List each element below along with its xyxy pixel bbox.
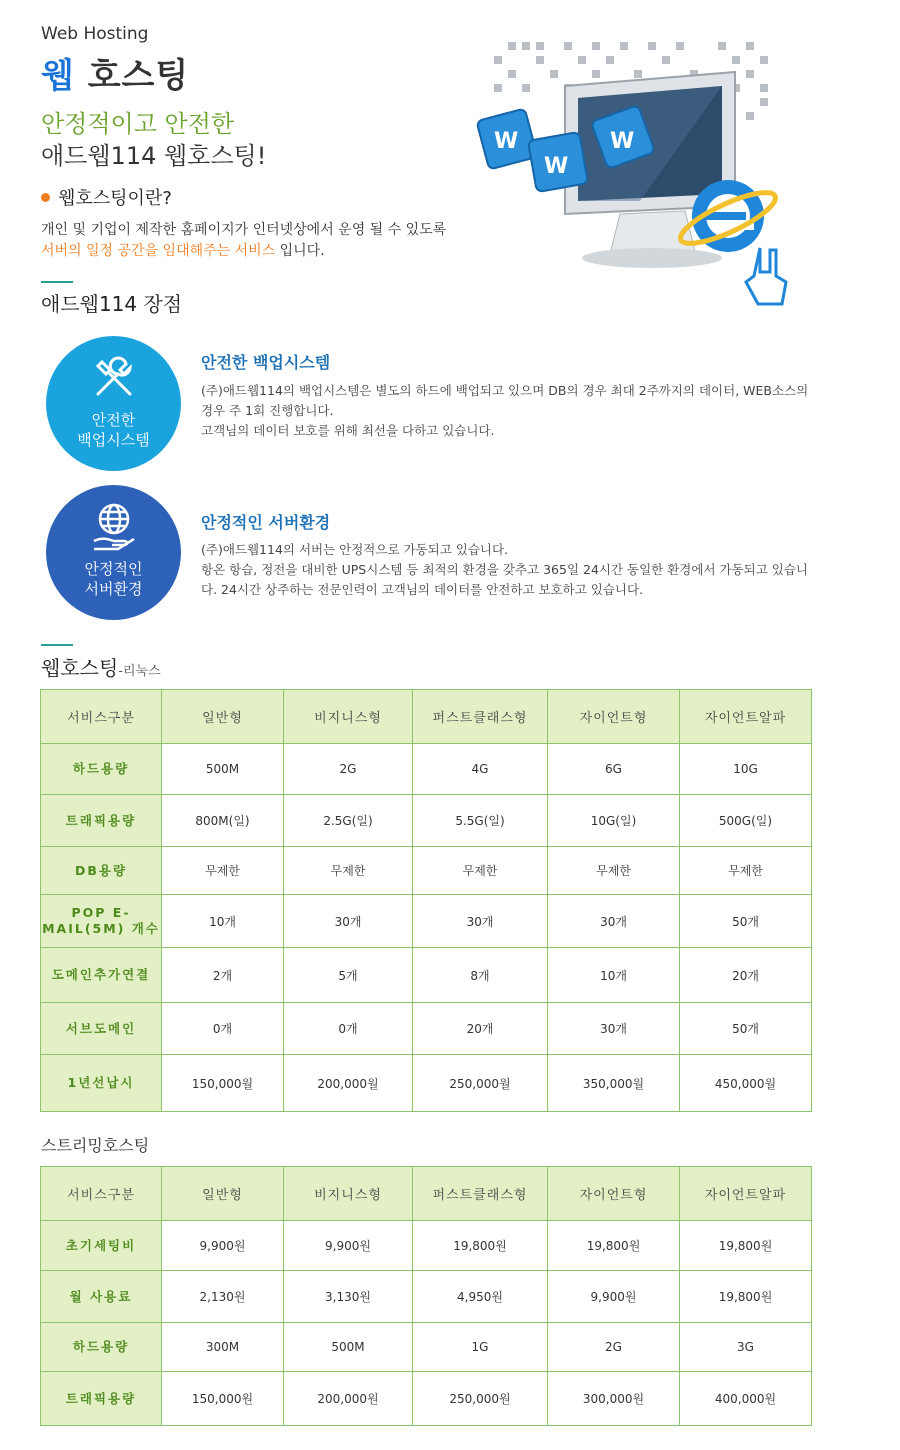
page-title-accent: 웹 xyxy=(41,56,75,96)
table-cell: 19,800원 xyxy=(680,1221,812,1271)
table-cell: 2개 xyxy=(162,948,284,1003)
server-feature-text xyxy=(201,540,813,600)
tagline-line1: 안정적이고 안전한 xyxy=(41,110,235,138)
definition-line1: 개인 및 기업이 제작한 홈페이지가 인터넷상에서 운영 될 수 있도록 xyxy=(41,222,447,238)
column-header: 비지니스형 xyxy=(284,690,413,744)
linux-hosting-table xyxy=(40,689,812,1112)
column-header: 자이언트형 xyxy=(548,1167,680,1221)
table-cell: 350,000월 xyxy=(548,1055,680,1112)
definition-line2-rest: 입니다. xyxy=(275,243,325,259)
column-header: 일반형 xyxy=(162,1167,284,1221)
row-label: 월 사용료 xyxy=(41,1271,162,1323)
row-label: 1년선납시 xyxy=(41,1055,162,1112)
server-feature-text-line: (주)애드웹114의 서버는 안정적으로 가동되고 있습니다. xyxy=(201,542,509,557)
table-cell: 200,000월 xyxy=(284,1055,413,1112)
backup-feature-text-line2: 고객님의 데이터 보호를 위해 최선을 다하고 있습니다. xyxy=(201,423,495,438)
table-cell: 10개 xyxy=(162,895,284,948)
svg-text:W: W xyxy=(494,129,519,154)
page-title-rest: 호스팅 xyxy=(87,56,190,96)
table-cell: 20개 xyxy=(413,1003,548,1055)
column-header: 서비스구분 xyxy=(41,690,162,744)
table-cell: 150,000원 xyxy=(162,1372,284,1426)
column-header: 비지니스형 xyxy=(284,1167,413,1221)
table-cell: 400,000원 xyxy=(680,1372,812,1426)
table-cell: 10개 xyxy=(548,948,680,1003)
table-cell: 500G(일) xyxy=(680,795,812,847)
page-title xyxy=(41,48,189,97)
table-cell: 300M xyxy=(162,1323,284,1372)
row-label: 도메인추가연결 xyxy=(41,948,162,1003)
svg-text:W: W xyxy=(544,154,569,179)
table-cell: 30개 xyxy=(284,895,413,948)
table-cell: 2G xyxy=(284,744,413,795)
column-header: 서비스구분 xyxy=(41,1167,162,1221)
table-cell: 20개 xyxy=(680,948,812,1003)
table-cell: 무제한 xyxy=(548,847,680,895)
table-cell: 800M(일) xyxy=(162,795,284,847)
table-cell: 0개 xyxy=(162,1003,284,1055)
streaming-hosting-table xyxy=(40,1166,812,1426)
page-subtitle-en: Web Hosting xyxy=(41,24,149,44)
table-cell: 9,900원 xyxy=(162,1221,284,1271)
table-cell: 3,130원 xyxy=(284,1271,413,1323)
table-cell: 19,800원 xyxy=(680,1271,812,1323)
backup-feature-text-line: (주)애드웹114의 백업시스템은 별도의 하드에 백업되고 있으며 DB의 경우 최대 2주까지의 데이터, WEB소스의 경우 주 1회 진행합니다. xyxy=(201,383,809,418)
table-row xyxy=(41,1055,812,1112)
linux-table-title xyxy=(41,652,161,681)
row-label: 하드용량 xyxy=(41,1323,162,1372)
table-header-row xyxy=(41,1167,812,1221)
backup-badge-line1: 안전한 xyxy=(91,411,136,429)
column-header: 자이언트알파 xyxy=(680,1167,812,1221)
table-row xyxy=(41,1372,812,1426)
table-cell: 19,800원 xyxy=(413,1221,548,1271)
table-cell: 250,000월 xyxy=(413,1055,548,1112)
column-header: 퍼스트클래스형 xyxy=(413,690,548,744)
tagline-line2: 애드웹114 웹호스팅! xyxy=(41,142,267,170)
definition-line2 xyxy=(41,240,325,260)
table-cell: 무제한 xyxy=(680,847,812,895)
definition-title xyxy=(41,184,172,210)
table-cell: 무제한 xyxy=(413,847,548,895)
table-row xyxy=(41,795,812,847)
table-cell: 8개 xyxy=(413,948,548,1003)
advantages-title: 애드웹114 장점 xyxy=(41,292,183,316)
definition-title-text: 웹호스팅이란? xyxy=(58,188,172,209)
table-cell: 10G xyxy=(680,744,812,795)
row-label: 하드용량 xyxy=(41,744,162,795)
streaming-table-title: 스트리밍호스팅 xyxy=(41,1136,150,1155)
backup-badge-line2: 백업시스템 xyxy=(77,431,150,449)
backup-feature-heading: 안전한 백업시스템 xyxy=(201,353,331,372)
table-cell: 2.5G(일) xyxy=(284,795,413,847)
hero-monitor-illustration xyxy=(470,36,800,316)
section-rule xyxy=(41,281,73,283)
row-label: 트래픽용량 xyxy=(41,795,162,847)
table-cell: 무제한 xyxy=(284,847,413,895)
table-row xyxy=(41,1003,812,1055)
table-cell: 150,000월 xyxy=(162,1055,284,1112)
column-header: 자이언트형 xyxy=(548,690,680,744)
table-cell: 10G(일) xyxy=(548,795,680,847)
backup-feature-badge xyxy=(46,336,181,471)
table-cell: 9,900원 xyxy=(548,1271,680,1323)
backup-feature-text xyxy=(201,381,813,441)
globe-hand-icon xyxy=(88,501,140,553)
server-badge-line2: 서버환경 xyxy=(84,580,143,598)
table-cell: 500M xyxy=(162,744,284,795)
server-badge-line1: 안정적인 xyxy=(84,560,143,578)
table-cell: 5.5G(일) xyxy=(413,795,548,847)
table-cell: 2,130원 xyxy=(162,1271,284,1323)
linux-table-subtitle: -리눅스 xyxy=(118,664,161,679)
row-label: 트래픽용량 xyxy=(41,1372,162,1426)
definition-highlight: 서버의 일정 공간을 임대해주는 서비스 xyxy=(41,243,276,259)
table-cell: 250,000원 xyxy=(413,1372,548,1426)
table-cell: 5개 xyxy=(284,948,413,1003)
column-header: 자이언트알파 xyxy=(680,690,812,744)
column-header: 퍼스트클래스형 xyxy=(413,1167,548,1221)
table-row xyxy=(41,847,812,895)
table-cell: 0개 xyxy=(284,1003,413,1055)
table-cell: 1G xyxy=(413,1323,548,1372)
tools-icon xyxy=(88,352,140,404)
table-cell: 6G xyxy=(548,744,680,795)
table-cell: 50개 xyxy=(680,1003,812,1055)
svg-text:W: W xyxy=(610,129,635,154)
table-cell: 4G xyxy=(413,744,548,795)
hand-cursor-icon xyxy=(746,248,786,304)
table-row xyxy=(41,744,812,795)
row-label: POP E-MAIL(5M) 개수 xyxy=(41,895,162,948)
table-row xyxy=(41,948,812,1003)
table-cell: 30개 xyxy=(413,895,548,948)
server-feature-text-line2: 항온 항습, 정전을 대비한 UPS시스템 등 최적의 환경을 갖추고 365일 24시간 동일한 환경에서 가동되고 있습니다. 24시간 상주하는 전문인력이 고객님의 데이터를 안전하고 보호하고 있습니다. xyxy=(201,562,808,597)
table-cell: 2G xyxy=(548,1323,680,1372)
row-label: 서브도메인 xyxy=(41,1003,162,1055)
table-cell: 4,950원 xyxy=(413,1271,548,1323)
table-header-row xyxy=(41,690,812,744)
table-cell: 9,900원 xyxy=(284,1221,413,1271)
column-header: 일반형 xyxy=(162,690,284,744)
table-row xyxy=(41,895,812,948)
table-cell: 30개 xyxy=(548,895,680,948)
table-cell: 19,800원 xyxy=(548,1221,680,1271)
server-feature-badge xyxy=(46,485,181,620)
table-cell: 450,000월 xyxy=(680,1055,812,1112)
row-label: 초기세팅비 xyxy=(41,1221,162,1271)
table-cell: 200,000원 xyxy=(284,1372,413,1426)
table-cell: 500M xyxy=(284,1323,413,1372)
table-cell: 3G xyxy=(680,1323,812,1372)
table-cell: 무제한 xyxy=(162,847,284,895)
table-row xyxy=(41,1221,812,1271)
linux-table-title-text: 웹호스팅 xyxy=(41,656,119,680)
table-row xyxy=(41,1323,812,1372)
table-cell: 30개 xyxy=(548,1003,680,1055)
row-label: DB용량 xyxy=(41,847,162,895)
table-row xyxy=(41,1271,812,1323)
server-feature-heading: 안정적인 서버환경 xyxy=(201,513,331,532)
table-cell: 50개 xyxy=(680,895,812,948)
table-cell: 300,000원 xyxy=(548,1372,680,1426)
bullet-dot-icon xyxy=(41,193,50,202)
section-rule xyxy=(41,644,73,646)
